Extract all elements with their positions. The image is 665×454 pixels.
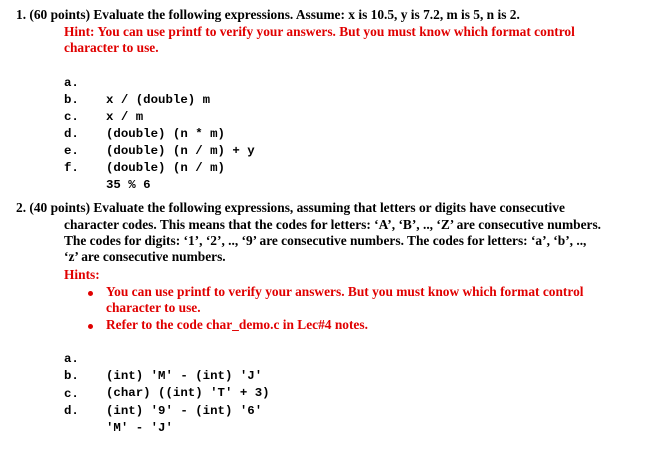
item-letter: f.: [64, 161, 79, 175]
q2-item-d: [0, 386, 173, 435]
q2-bullet-1-line-1: You can use printf to verify your answers. But you must know which format control: [106, 284, 584, 299]
q2-title-line-2: character codes. This means that the codes for letters: ‘A’, ‘B’, .., ‘Z’ are consecutive numbers.: [64, 217, 602, 232]
item-expression: (double) (n * m): [106, 127, 225, 141]
item-letter: d.: [64, 404, 79, 418]
q1-item-b: [0, 75, 144, 124]
q2-bullet-2: Refer to the code char_demo.c in Lec#4 notes.: [106, 317, 368, 332]
item-expression: (char) ((int) 'T' + 3): [106, 386, 270, 400]
item-letter: e.: [64, 144, 79, 158]
q1-item-a: [0, 58, 211, 107]
item-expression: 35 % 6: [106, 178, 151, 192]
item-letter: a.: [64, 76, 79, 90]
q2-title-line-1: 2. (40 points) Evaluate the following expressions, assuming that letters or digits have consecutive: [16, 200, 565, 215]
item-letter: a.: [64, 352, 79, 366]
q2-hints-label: Hints:: [64, 267, 100, 282]
item-expression: (int) 'M' - (int) 'J': [106, 369, 263, 383]
q2-title-line-4: ‘z’ are consecutive numbers.: [64, 249, 226, 264]
item-expression: (double) (n / m): [106, 161, 225, 175]
item-expression: (double) (n / m) + y: [106, 144, 255, 158]
q1-hint-line-2: character to use.: [64, 40, 159, 55]
q2-title-line-3: The codes for digits: ‘1’, ‘2’, .., ‘9’ are consecutive numbers. The codes for letters: ‘a’, ‘b’, ..,: [64, 233, 587, 248]
item-letter: d.: [64, 127, 79, 141]
item-letter: c.: [64, 110, 79, 124]
q1-hint-line-1: Hint: You can use printf to verify your answers. But you must know which format control: [64, 24, 575, 39]
bullet-icon: [88, 324, 93, 329]
q2-item-a: [0, 334, 263, 383]
q1-item-f: [0, 143, 151, 192]
bullet-icon: [88, 291, 93, 296]
item-letter: b.: [64, 93, 79, 107]
q1-title: 1. (60 points) Evaluate the following expressions. Assume: x is 10.5, y is 7.2, m is 5, n is 2.: [16, 7, 520, 22]
item-expression: x / (double) m: [106, 93, 211, 107]
item-expression: 'M' - 'J': [106, 421, 173, 435]
item-expression: x / m: [106, 110, 144, 124]
q2-bullet-1-line-2: character to use.: [106, 300, 201, 315]
item-letter: b.: [64, 369, 79, 383]
item-letter: c.: [64, 387, 79, 401]
item-expression: (int) '9' - (int) '6': [106, 404, 263, 418]
